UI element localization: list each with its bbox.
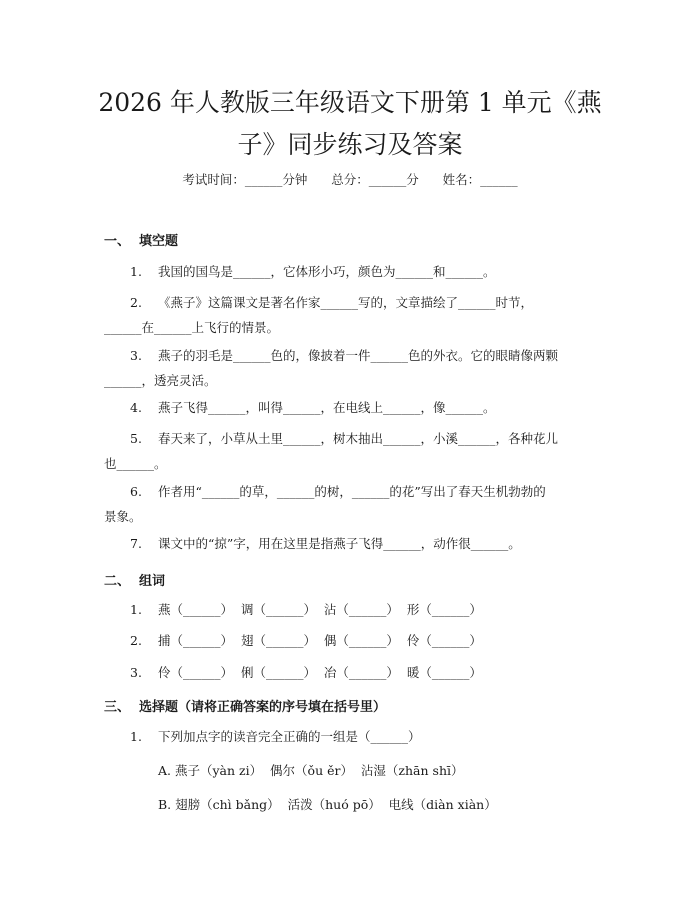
question-text: 《燕子》这篇课文是著名作家______写的，文章描绘了______时节， xyxy=(158,295,534,310)
question-1-1 xyxy=(104,259,604,284)
row-number: 2. xyxy=(130,633,142,648)
option-b: B. 翅膀（chì bǎng） 活泼（huó pō） 电线（diàn xiàn） xyxy=(158,797,497,812)
question-number: 5. xyxy=(130,431,142,446)
question-text-continued: 也______。 xyxy=(104,456,167,471)
row-number: 1. xyxy=(130,602,142,617)
question-text: 下列加点字的读音完全正确的一组是（______） xyxy=(158,729,421,744)
exam-info: 考试时间：______分钟 总分：______分 姓名：______ xyxy=(182,172,518,187)
question-1-2 xyxy=(104,290,604,340)
option-a: A. 燕子（yàn zi） 偶尔（ǒu ěr） 沾湿（zhān shī） xyxy=(158,763,464,778)
question-number: 7. xyxy=(130,536,142,551)
row-text: 燕（______） 调（______） 沾（______） 形（______） xyxy=(158,602,482,617)
question-text: 作者用“______的草，______的树，______的花”写出了春天生机勃勃的 xyxy=(158,484,546,499)
document-title xyxy=(90,82,610,166)
question-number: 1. xyxy=(130,264,142,279)
question-text: 课文中的“掠”字，用在这里是指燕子飞得______，动作很______。 xyxy=(158,536,521,551)
row-text: 捕（______） 翅（______） 偶（______） 伶（______） xyxy=(158,633,482,648)
question-number: 2. xyxy=(130,295,142,310)
question-3-1 xyxy=(104,724,604,749)
question-text: 燕子飞得______，叫得______，在电线上______，像______。 xyxy=(158,400,496,415)
question-text: 燕子的羽毛是______色的，像披着一件______色的外衣。它的眼睛像两颗 xyxy=(158,348,559,363)
question-1-6 xyxy=(104,479,604,529)
question-1-7 xyxy=(104,531,604,556)
question-1-4 xyxy=(104,395,604,420)
question-number: 4. xyxy=(130,400,142,415)
question-text-continued: ______，透亮灵活。 xyxy=(104,373,217,388)
section-heading-choice: 三、 选择题（请将正确答案的序号填在括号里） xyxy=(104,700,387,715)
title-line-2: 子》同步练习及答案 xyxy=(237,130,463,159)
row-number: 3. xyxy=(130,665,142,680)
word-group-row-3 xyxy=(104,660,604,685)
question-text-continued: 景象。 xyxy=(104,509,142,524)
question-number: 1. xyxy=(130,729,142,744)
section-heading-word-group: 二、 组词 xyxy=(104,574,166,589)
row-text: 伶（______） 俐（______） 冶（______） 暖（______） xyxy=(158,665,482,680)
question-number: 3. xyxy=(130,348,142,363)
question-text-continued: ______在______上飞行的情景。 xyxy=(104,320,280,335)
question-1-5 xyxy=(104,426,604,476)
question-text: 春天来了，小草从土里______，树木抽出______，小溪______，各种花儿 xyxy=(158,431,559,446)
section-heading-fill-blank: 一、 填空题 xyxy=(104,234,179,249)
question-1-3 xyxy=(104,343,604,393)
word-group-row-1 xyxy=(104,597,604,622)
title-line-1: 2026 年人教版三年级语文下册第 1 单元《燕 xyxy=(98,88,602,117)
question-number: 6. xyxy=(130,484,142,499)
word-group-row-2 xyxy=(104,628,604,653)
question-text: 我国的国鸟是______，它体形小巧，颜色为______和______。 xyxy=(158,264,496,279)
